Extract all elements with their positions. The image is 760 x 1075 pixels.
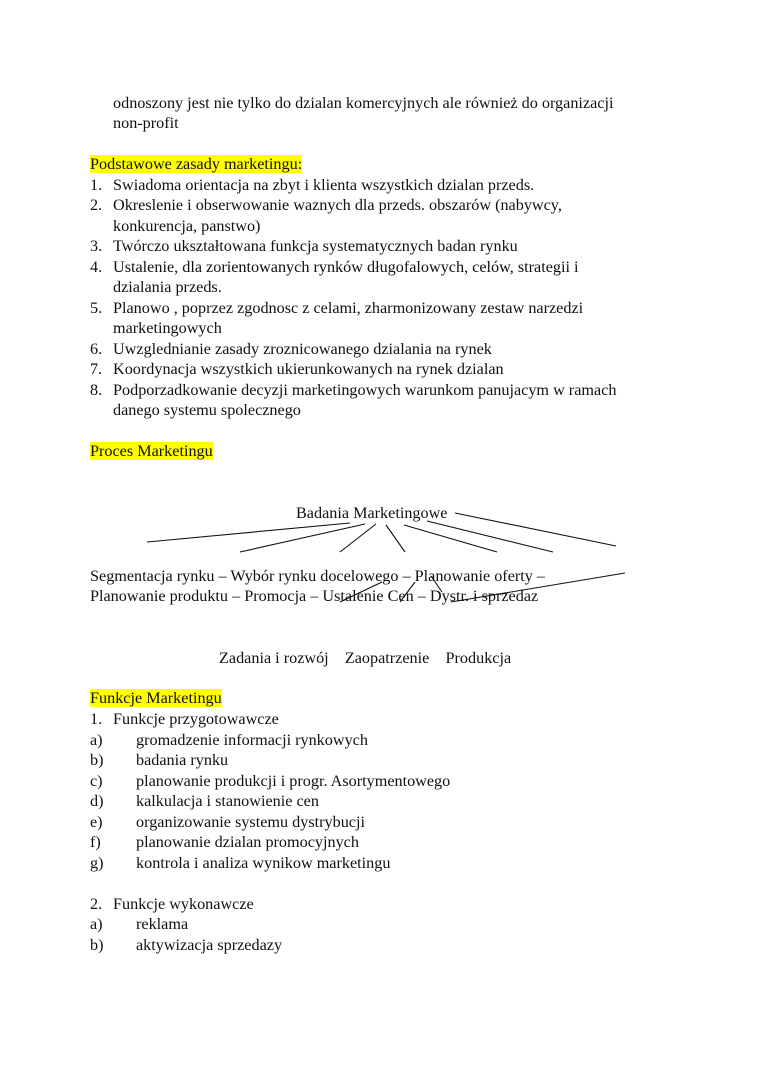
proces-center-label: Badania Marketingowe xyxy=(296,504,448,522)
funkcje-group-2-num: 2. xyxy=(90,895,103,913)
zasady-num-7: 7. xyxy=(90,360,103,378)
funkcje-1-item-c: planowanie produkcji i progr. Asortymentowego xyxy=(136,772,451,790)
zasady-item-5-line-1: Planowo , poprzez zgodnosc z celami, zharmonizowany zestaw narzedzi xyxy=(113,299,584,317)
zasady-num-5: 5. xyxy=(90,299,103,317)
connector-line-7 xyxy=(455,513,616,546)
funkcje-group-1-title: Funkcje przygotowawcze xyxy=(113,710,279,728)
zasady-item-2-line-1: Okreslenie i obserwowanie waznych dla przeds. obszarów (nabywcy, xyxy=(113,196,562,214)
zasady-item-7: Koordynacja wszystkich ukierunkowanych na rynek dzialan xyxy=(113,360,504,378)
funkcje-1-item-f: planowanie dzialan promocyjnych xyxy=(136,833,359,851)
connector-line-3 xyxy=(340,524,376,552)
zasady-item-6: Uwzglednianie zasady zroznicowanego dzialania na rynek xyxy=(113,340,492,358)
funkcje-1-item-g: kontrola i analiza wynikow marketingu xyxy=(136,854,391,872)
zasady-num-1: 1. xyxy=(90,176,103,194)
connector-line-4 xyxy=(386,525,405,552)
zasady-num-6: 6. xyxy=(90,340,103,358)
connector-line-1 xyxy=(147,523,350,542)
funkcje-group-1-num: 1. xyxy=(90,710,103,728)
zasady-item-8-line-1: Podporzadkowanie decyzji marketingowych warunkom panujacym w ramach xyxy=(113,381,617,399)
zasady-heading xyxy=(90,154,302,174)
proces-heading-text: Proces Marketingu xyxy=(90,442,213,460)
intro-line-1: odnoszony jest nie tylko do dzialan komercyjnych ale również do organizacji xyxy=(113,94,614,112)
funkcje-1-letter-c: c) xyxy=(90,772,103,790)
zasady-item-4-line-1: Ustalenie, dla zorientowanych rynków długofalowych, celów, strategii i xyxy=(113,258,579,276)
funkcje-heading-text: Funkcje Marketingu xyxy=(90,689,222,707)
proces-bottom-row: Zadania i rozwój Zaopatrzenie Produkcja xyxy=(219,649,512,667)
funkcje-2-item-a: reklama xyxy=(136,915,189,933)
zasady-item-5-line-2: marketingowych xyxy=(113,319,222,337)
funkcje-1-letter-e: e) xyxy=(90,813,103,831)
intro-line-2: non-profit xyxy=(113,114,179,132)
zasady-num-8: 8. xyxy=(90,381,103,399)
proces-heading xyxy=(90,441,213,461)
zasady-item-1: Swiadoma orientacja na zbyt i klienta wszystkich dzialan przeds. xyxy=(113,176,535,194)
funkcje-1-item-d: kalkulacja i stanowienie cen xyxy=(136,792,319,810)
funkcje-2-letter-a: a) xyxy=(90,915,103,933)
zasady-item-2-line-2: konkurencja, panstwo) xyxy=(113,217,261,235)
funkcje-1-item-e: organizowanie systemu dystrybucji xyxy=(136,813,365,831)
zasady-heading-text: Podstawowe zasady marketingu: xyxy=(90,155,303,173)
funkcje-1-letter-b: b) xyxy=(90,751,104,769)
funkcje-1-item-a: gromadzenie informacji rynkowych xyxy=(136,731,368,749)
zasady-item-4-line-2: dzialania przeds. xyxy=(113,278,222,296)
zasady-num-2: 2. xyxy=(90,196,103,214)
funkcje-1-letter-a: a) xyxy=(90,731,103,749)
zasady-num-4: 4. xyxy=(90,258,103,276)
proces-row-1: Segmentacja rynku – Wybór rynku docelowego – Planowanie oferty – xyxy=(90,567,546,585)
zasady-item-3: Twórczo ukształtowana funkcja systematycznych badan rynku xyxy=(113,237,518,255)
connector-line-2 xyxy=(240,524,365,552)
funkcje-1-letter-d: d) xyxy=(90,792,104,810)
funkcje-1-item-b: badania rynku xyxy=(136,751,229,769)
zasady-item-8-line-2: danego systemu spolecznego xyxy=(113,401,301,419)
connector-line-5 xyxy=(404,525,497,552)
connector-line-6 xyxy=(427,521,553,552)
funkcje-1-letter-f: f) xyxy=(90,833,101,851)
proces-row-2: Planowanie produktu – Promocja – Ustalenie Cen – Dystr. i sprzedaz xyxy=(90,587,539,605)
funkcje-2-item-b: aktywizacja sprzedazy xyxy=(136,936,283,954)
zasady-num-3: 3. xyxy=(90,237,103,255)
funkcje-1-letter-g: g) xyxy=(90,854,104,872)
funkcje-2-letter-b: b) xyxy=(90,936,104,954)
funkcje-heading xyxy=(90,688,222,708)
funkcje-group-2-title: Funkcje wykonawcze xyxy=(113,895,254,913)
